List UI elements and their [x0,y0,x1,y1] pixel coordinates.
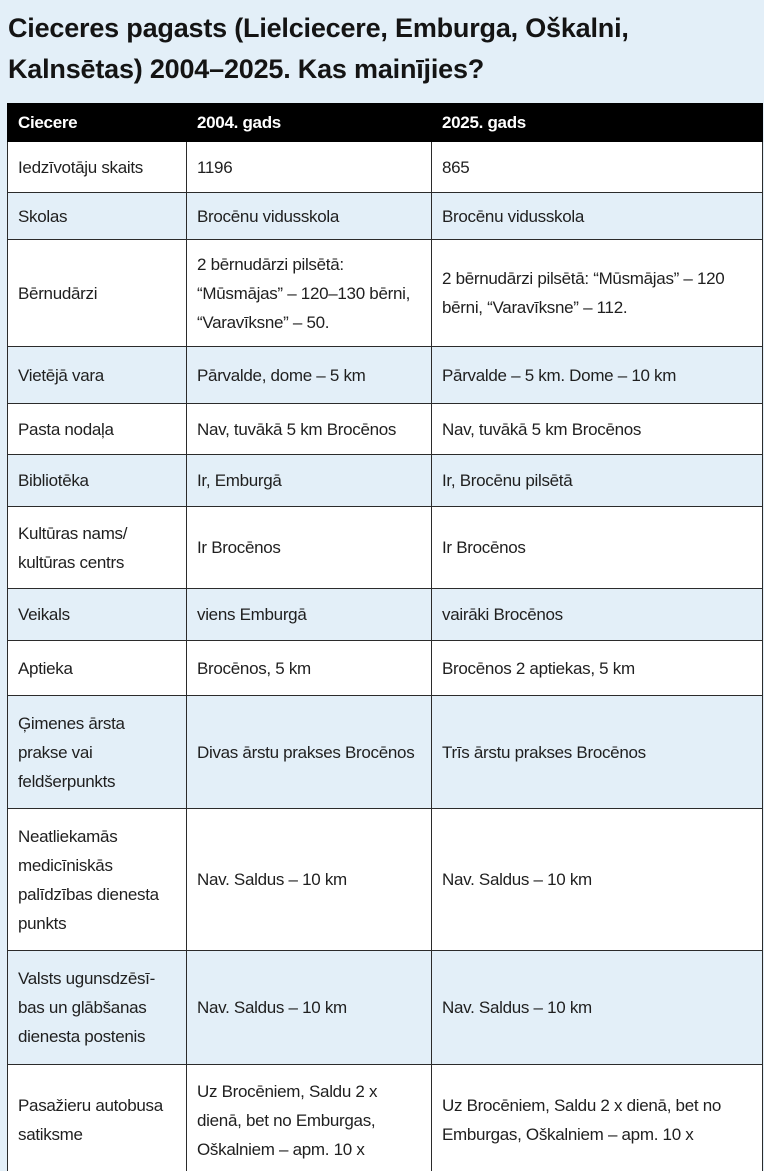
value-2004: viens Emburgā [187,589,432,641]
header-2004: 2004. gads [187,104,432,142]
value-2025: 865 [432,142,763,193]
comparison-table [7,103,763,1171]
table-row [8,589,763,641]
value-2004: Brocēnos, 5 km [187,641,432,696]
row-label: Aptieka [8,641,187,696]
row-label: Vietējā vara [8,347,187,404]
value-2025: Nav, tuvākā 5 km Brocēnos [432,404,763,455]
value-2025: Trīs ārstu prakses Brocēnos [432,696,763,809]
value-2004: 1196 [187,142,432,193]
table-row [8,1065,763,1171]
value-2004: Pārvalde, dome – 5 km [187,347,432,404]
value-2004: Nav, tuvākā 5 km Brocēnos [187,404,432,455]
row-label: Kultūras nams/ kultūras centrs [8,507,187,589]
row-label: Veikals [8,589,187,641]
row-label: Valsts ugunsdzēsī-bas un glābšanas dienesta postenis [8,951,187,1065]
header-category: Ciecere [8,104,187,142]
value-2025: Nav. Saldus – 10 km [432,809,763,951]
value-2025: Nav. Saldus – 10 km [432,951,763,1065]
table-row [8,404,763,455]
value-2025: 2 bērnudārzi pilsētā: “Mūsmājas” – 120 bērni, “Varavīksne” – 112. [432,240,763,347]
row-label: Iedzīvotāju skaits [8,142,187,193]
value-2025: Pārvalde – 5 km. Dome – 10 km [432,347,763,404]
value-2004: Nav. Saldus – 10 km [187,951,432,1065]
page-title: Cieceres pagasts (Lielciecere, Emburga, Oškalni, Kalnsētas) 2004–2025. Kas mainījies? [8,13,629,84]
table-row [8,455,763,507]
value-2004: Ir Brocēnos [187,507,432,589]
table-row [8,193,763,240]
value-2025: Brocēnu vidusskola [432,193,763,240]
value-2025: vairāki Brocēnos [432,589,763,641]
value-2004: Ir, Emburgā [187,455,432,507]
value-2025: Ir, Brocēnu pilsētā [432,455,763,507]
table-row [8,951,763,1065]
table-row [8,240,763,347]
table-row [8,142,763,193]
table-header-row [8,104,763,142]
value-2025: Uz Brocēniem, Saldu 2 x dienā, bet no Emburgas, Oškalniem – apm. 10 x [432,1065,763,1171]
row-label: Pasažieru autobusa satiksme [8,1065,187,1171]
row-label: Pasta nodaļa [8,404,187,455]
table-row [8,696,763,809]
value-2004: 2 bērnudārzi pilsētā: “Mūsmājas” – 120–130 bērni, “Varavīksne” – 50. [187,240,432,347]
row-label: Skolas [8,193,187,240]
value-2004: Brocēnu vidusskola [187,193,432,240]
row-label: Ģimenes ārsta prakse vai feldšerpunkts [8,696,187,809]
row-label: Bibliotēka [8,455,187,507]
table-row [8,809,763,951]
value-2004: Divas ārstu prakses Brocēnos [187,696,432,809]
row-label: Bērnudārzi [8,240,187,347]
table-row [8,641,763,696]
value-2004: Nav. Saldus – 10 km [187,809,432,951]
header-2025: 2025. gads [432,104,763,142]
table-row [8,507,763,589]
table-row [8,347,763,404]
value-2025: Brocēnos 2 aptiekas, 5 km [432,641,763,696]
value-2004: Uz Brocēniem, Saldu 2 x dienā, bet no Emburgas, Oškalniem – apm. 10 x [187,1065,432,1171]
value-2025: Ir Brocēnos [432,507,763,589]
row-label: Neatliekamās medicīniskās palīdzības dienesta punkts [8,809,187,951]
